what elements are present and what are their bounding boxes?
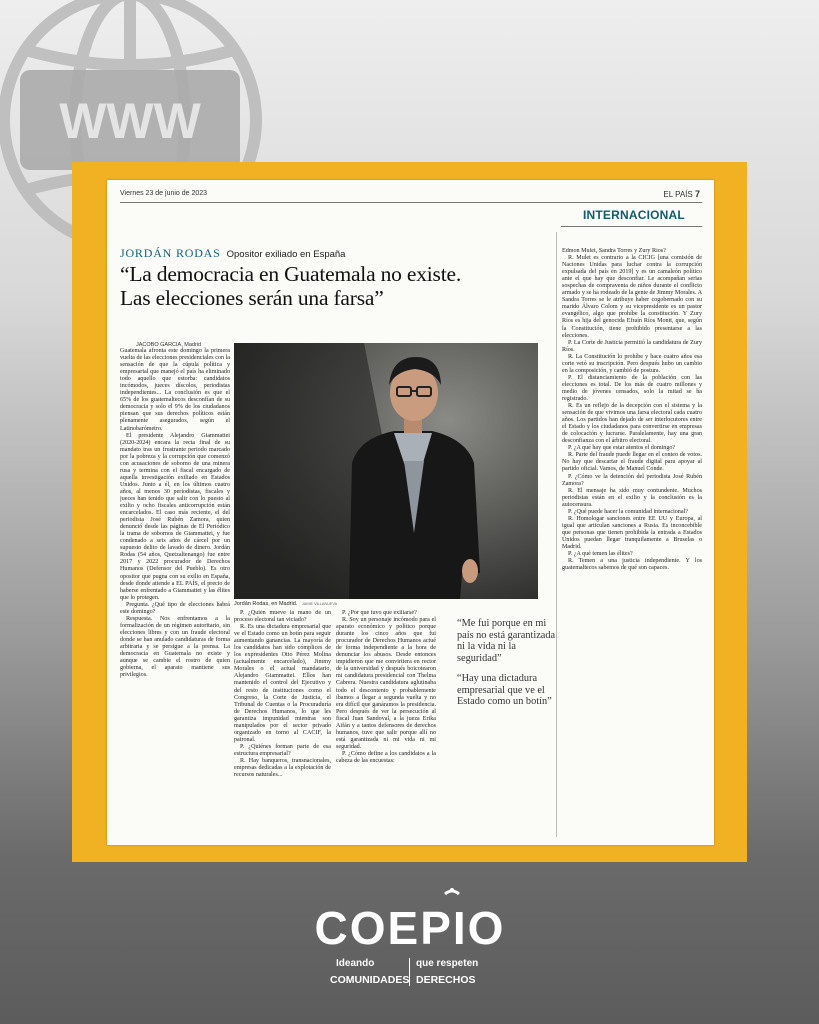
paragraph: P. La Corte de Justicia permitió la candidatura de Zury Ríos. bbox=[562, 339, 702, 353]
page-header-right bbox=[663, 189, 700, 199]
paragraph: R. El mensaje ha sido muy contundente. Muchos periodistas están en el exilio y la conclusión es la autocensura. bbox=[562, 487, 702, 508]
pull-quote-2: “Hay una dictadura empresarial que ve el Estado como un botín” bbox=[457, 673, 552, 708]
pull-quote-1: “Me fui porque en mi país no está garantizada ni la vida ni la seguridad” bbox=[457, 618, 556, 664]
paragraph: R. Es una dictadura empresarial que ve el Estado como un botín para seguir aumentando ganancias. La mayoría de los candidatos han sido cómplices de los expresidentes Otto Pérez Molina (actualmente encarcelado), Jimmy Morales o el actual mandatario, Alejandro Giammattei. Ellos han mantenido el control del Ejecutivo y del resto de instituciones como el Congreso, la Corte de Justicia, el Tribunal de Cuentas o la Procuraduría de Derechos Humanos, lo que les garantiza impunidad mientras son manipulados por el sector privado organizado en torno al CACIF, la patronal. bbox=[234, 624, 331, 743]
page-date: Viernes 23 de junio de 2023 bbox=[120, 190, 208, 197]
byline: JACOBO GARCÍA, Madrid bbox=[136, 342, 202, 348]
paragraph: R. Es un reflejo de la decepción con el sistema y la sensación de que vivimos una farsa electoral cada cuatro años. Los partidos han dejado de ser interlocutores entre el Estado y los ciudadanos para convertirse en empresas de colocación y lucrarse. Paralelamente, hay una gran desconfianza con el árbitro electoral. bbox=[562, 403, 702, 445]
tagline-divider bbox=[409, 958, 410, 986]
paragraph: R. Homologar sanciones entre EE UU y Europa, al igual que articulan sanciones a Rusia. Es inconcebible que personas que tienen prohibida la entrada a Estados Unidos puedan llegar tranquilamente a Bruselas o Madrid. bbox=[562, 515, 702, 550]
paragraph: P. ¿Quiénes forman parte de esa estructura empresarial? bbox=[234, 743, 331, 757]
paragraph: R. Parte del fraude puede llegar en el conteo de votos. No hay que descartar el fraude digital para apoyar al partido oficial. Vamos, de Manuel Conde. bbox=[562, 452, 702, 473]
paragraph: P. ¿Cómo ve la detención del periodista José Rubén Zamora? bbox=[562, 473, 702, 487]
paragraph: Edmon Mulet, Sandra Torres y Zury Ríos? bbox=[562, 248, 666, 254]
article-column-2 bbox=[234, 610, 331, 840]
tagline-left-bottom: COMUNIDADES bbox=[330, 974, 410, 986]
paragraph: R. La Constitución lo prohíbe y hace cuatro años esa corte vetó su inscripción. Pero después hubo un cambio en la composición, y cambió de postura. bbox=[562, 353, 702, 374]
column-divider bbox=[556, 232, 557, 837]
paper-name: EL PAÍS bbox=[663, 190, 693, 199]
paragraph: P. ¿Cómo define a los candidatos a la cabeza de las encuestas: bbox=[336, 750, 436, 764]
paragraph: P. ¿Por qué tuvo que exiliarse? bbox=[342, 610, 417, 616]
paragraph: P. ¿Quién mueve la mano de un proceso electoral tan viciado? bbox=[234, 610, 331, 624]
portrait-photo bbox=[234, 343, 538, 599]
caption-text: Jordán Rodas, en Madrid. bbox=[234, 601, 298, 607]
article-column-1 bbox=[120, 342, 230, 834]
paragraph: El presidente Alejandro Giammattei (2020-2024) encara la recta final de su mandato tras un frustrante periodo marcado por la pobreza y la corrupción que comenzó con acusaciones de soborno de una minera rusa y termina con el fiscal encargado de aquella investigación exiliado en Estados Unidos. Junto a él, en los últimos cuatro años, al menos 30 periodistas, fiscales y jueces han tenido que salir con lo puesto al exilio y ocho fiscales anticorrupción están encarcelados. El caso más reciente, el del periodista José Rubén Zamora, quien denunció desde las páginas de El Periódico la trama de sobornos de Giammattei, y fue condenado a seis años de cárcel por un supuesto delito de lavado de dinero. Jordán Rodas (54 años, Quetzaltenango) fue entre 2017 y 2022 procurador de Derechos Humanos (Defensor del Pueblo). Es otro opositor que pugna con su exilio en España, desde donde atiende a EL PAÍS, el precio de haberse enfrentado a Giammattei y las élites que lo protegen. bbox=[120, 432, 230, 601]
paragraph: R. Temen a una justicia independiente. Y los guatemaltecos sabemos de qué son capaces. bbox=[562, 558, 702, 572]
headline-line-1: “La democracia en Guatemala no existe. bbox=[120, 262, 461, 286]
tagline-right-top: que respeten bbox=[416, 958, 479, 969]
page-number: 7 bbox=[694, 189, 700, 199]
section-rule bbox=[561, 226, 702, 227]
section-label: INTERNACIONAL bbox=[583, 208, 685, 222]
www-label: WWW bbox=[59, 93, 201, 149]
headline-line-2: Las elecciones serán una farsa” bbox=[120, 286, 384, 310]
paragraph: Guatemala afronta este domingo la primera vuelta de las elecciones presidenciales con la sensación de que la cúpula política y empresarial que manejó el país ha eliminado todo aquello que estorba: candidatos incómodos, jueces díscolos, periodistas independientes... La conclusión es que el 65% de los guatemaltecos desconfían de su democracia y solo el 9% de los ciudadanos piensan que sus derechos políticos están plenamente asegurados, según el Latinobarómetro. bbox=[120, 348, 230, 432]
kicker bbox=[120, 246, 345, 261]
paragraph: R. Hay banqueros, transnacionales, empresas dedicadas a la explotación de recursos naturales... bbox=[234, 757, 331, 779]
tagline-left-top: Ideando bbox=[336, 958, 375, 969]
paragraph: P. El distanciamiento de la población con las elecciones es total. De los más de cuatro millones y medio de jóvenes censados, solo la mitad se ha registrado. bbox=[562, 374, 702, 402]
paragraph: P. ¿A qué hay que estar atentos el domingo? bbox=[568, 445, 676, 452]
photo-credit: JAIME VILLANUEVA bbox=[301, 602, 338, 606]
paragraph: R. Mulet es contrario a la CICIG [una comisión de Naciones Unidas para luchar contra la corrupción expulsada del país en 2019] y es un camaleón político ante el que hay que desconfiar. Le acompañan serias sospechas de compraventa de niños durante el conflicto armado y se ha rodeado de la gente de Jimmy Morales. A Sandra Torres se le atribuye haber cogobernado con su marido Álvaro Colom y su vicepresidente es un pastor evangélico, algo que prohíbe la constitución. Y Zury Ríos es hija del genocida Efraín Ríos Montt, que, según la Constitución, tiene prohibido presentarse a las elecciones. bbox=[562, 255, 702, 339]
paragraph: Respuesta. Nos enfrentamos a la formalización de un régimen autoritario, sin elecciones libres y con un fraude electoral donde se han anulado candidaturas de forma arbitraria y se persigue a la prensa. La democracia en Guatemala no existe y aunque se cambie el rostro de quien gobierna, el aparato mantiene sus privilegios. bbox=[120, 615, 230, 679]
article-column-4 bbox=[562, 248, 702, 838]
photo-caption bbox=[234, 601, 337, 607]
paragraph: R. Soy un personaje incómodo para el aparato económico y político porque durante los cinco años que fui procurador de Derechos Humanos actué de forma independiente a la hora de denunciar los abusos. Desde entonces impidieron que me convirtiera en rector de la universidad y después boicotearon mi candidatura presidencial con Thelma Cabrera. Nuestra candidatura aglutinaba todo el descontento y probablemente íbamos a llegar a segunda vuelta y no era difícil que ganáramos la presidencia. Pero después de ver la persecución al fiscal Juan Sandoval, a la jueza Erika Aifán y a tantos defensores de derechos humanos, tuve que salir porque allí no está garantizada ni mi vida ni mi seguridad. bbox=[336, 617, 436, 750]
kicker-name: JORDÁN RODAS bbox=[120, 246, 221, 260]
tagline-right-bottom: DERECHOS bbox=[416, 974, 476, 986]
paragraph: Pregunta. ¿Qué tipo de elecciones habrá este domingo? bbox=[120, 601, 230, 615]
paragraph: P. ¿Qué puede hacer la comunidad internacional? bbox=[568, 508, 688, 515]
newspaper-page bbox=[107, 180, 714, 845]
kicker-role: Opositor exiliado en España bbox=[226, 249, 346, 260]
portrait-figure bbox=[234, 343, 538, 599]
header-rule bbox=[120, 202, 702, 203]
brand-logo bbox=[300, 888, 520, 998]
headline bbox=[120, 262, 560, 310]
paragraph: P. ¿A qué temen las élites? bbox=[568, 551, 633, 558]
article-column-3 bbox=[336, 610, 436, 840]
logo-wordmark: COEPIO bbox=[314, 902, 506, 954]
